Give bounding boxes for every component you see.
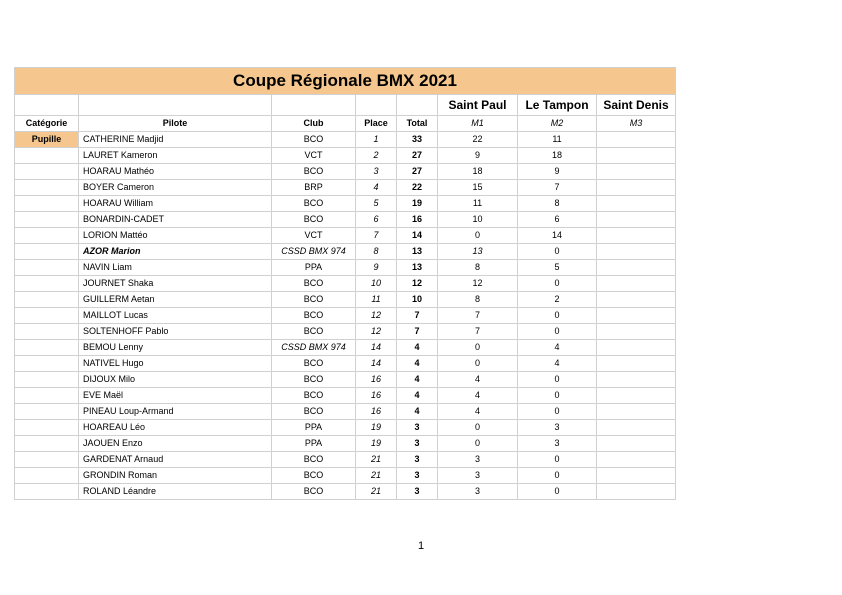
pilote-cell: HOARAU William [79,196,272,212]
m1-cell: 0 [438,356,518,372]
place-cell: 21 [356,484,397,500]
total-cell: 13 [397,260,438,276]
total-cell: 3 [397,436,438,452]
header-m1: M1 [438,116,518,132]
place-cell: 7 [356,228,397,244]
pilote-cell: GRONDIN Roman [79,468,272,484]
place-cell: 12 [356,308,397,324]
category-cell [15,356,79,372]
table-row [15,196,676,212]
category-cell [15,420,79,436]
place-cell: 4 [356,180,397,196]
total-cell: 14 [397,228,438,244]
category-cell [15,484,79,500]
table-row [15,452,676,468]
total-cell: 10 [397,292,438,308]
category-cell [15,468,79,484]
pilote-cell: BOYER Cameron [79,180,272,196]
club-cell: PPA [272,260,356,276]
place-cell: 3 [356,164,397,180]
club-cell: VCT [272,228,356,244]
place-cell: 21 [356,468,397,484]
venue-saint-paul: Saint Paul [438,95,518,116]
club-cell: BCO [272,356,356,372]
category-cell [15,372,79,388]
m1-cell: 11 [438,196,518,212]
category-cell [15,388,79,404]
table-row [15,132,676,148]
m3-cell [597,420,676,436]
m3-cell [597,212,676,228]
table-row [15,244,676,260]
m3-cell [597,372,676,388]
venue-saint-denis: Saint Denis [597,95,676,116]
club-cell: BCO [272,324,356,340]
m2-cell: 0 [518,308,597,324]
pilote-cell: HOARAU Mathéo [79,164,272,180]
table-row [15,308,676,324]
m3-cell [597,260,676,276]
m2-cell: 0 [518,372,597,388]
table-row [15,436,676,452]
club-cell: CSSD BMX 974 [272,340,356,356]
m2-cell: 7 [518,180,597,196]
m2-cell: 9 [518,164,597,180]
pilote-cell: LAURET Kameron [79,148,272,164]
category-cell: Pupille [15,132,79,148]
m2-cell: 0 [518,468,597,484]
table-row [15,148,676,164]
m3-cell [597,196,676,212]
table-row [15,228,676,244]
total-cell: 27 [397,164,438,180]
place-cell: 14 [356,356,397,372]
table-row [15,372,676,388]
m3-cell [597,340,676,356]
m3-cell [597,132,676,148]
place-cell: 16 [356,388,397,404]
total-cell: 33 [397,132,438,148]
club-cell: BCO [272,212,356,228]
pilote-cell: AZOR Marion [79,244,272,260]
pilote-cell: ROLAND Léandre [79,484,272,500]
empty-cell [272,95,356,116]
pilote-cell: DIJOUX Milo [79,372,272,388]
m2-cell: 0 [518,452,597,468]
total-cell: 4 [397,372,438,388]
m1-cell: 7 [438,308,518,324]
club-cell: BCO [272,196,356,212]
pilote-cell: NATIVEL Hugo [79,356,272,372]
club-cell: BCO [272,388,356,404]
m1-cell: 8 [438,260,518,276]
pilote-cell: CATHERINE Madjid [79,132,272,148]
m3-cell [597,436,676,452]
m1-cell: 0 [438,340,518,356]
category-cell [15,148,79,164]
m2-cell: 3 [518,420,597,436]
total-cell: 3 [397,452,438,468]
club-cell: CSSD BMX 974 [272,244,356,260]
club-cell: BCO [272,164,356,180]
m3-cell [597,276,676,292]
pilote-cell: BONARDIN-CADET [79,212,272,228]
place-cell: 12 [356,324,397,340]
m1-cell: 0 [438,228,518,244]
club-cell: BCO [272,132,356,148]
m3-cell [597,404,676,420]
m1-cell: 10 [438,212,518,228]
m2-cell: 0 [518,244,597,260]
m3-cell [597,484,676,500]
total-cell: 4 [397,356,438,372]
table-row [15,212,676,228]
club-cell: BCO [272,468,356,484]
club-cell: BRP [272,180,356,196]
m3-cell [597,388,676,404]
empty-cell [15,95,79,116]
header-m3: M3 [597,116,676,132]
m2-cell: 4 [518,356,597,372]
place-cell: 11 [356,292,397,308]
title-row [15,68,676,95]
table-row [15,484,676,500]
m1-cell: 8 [438,292,518,308]
m1-cell: 18 [438,164,518,180]
m2-cell: 4 [518,340,597,356]
table-row [15,164,676,180]
m1-cell: 12 [438,276,518,292]
m1-cell: 3 [438,484,518,500]
place-cell: 16 [356,372,397,388]
pilote-cell: HOAREAU Léo [79,420,272,436]
club-cell: BCO [272,308,356,324]
header-m2: M2 [518,116,597,132]
total-cell: 4 [397,388,438,404]
m3-cell [597,452,676,468]
table-row [15,356,676,372]
category-cell [15,436,79,452]
pilote-cell: MAILLOT Lucas [79,308,272,324]
m1-cell: 7 [438,324,518,340]
place-cell: 2 [356,148,397,164]
pilote-cell: PINEAU Loup-Armand [79,404,272,420]
header-place: Place [356,116,397,132]
place-cell: 19 [356,420,397,436]
m2-cell: 18 [518,148,597,164]
m3-cell [597,244,676,260]
table-row [15,468,676,484]
header-categorie: Catégorie [15,116,79,132]
m2-cell: 6 [518,212,597,228]
m3-cell [597,180,676,196]
total-cell: 3 [397,420,438,436]
m3-cell [597,324,676,340]
total-cell: 3 [397,468,438,484]
empty-cell [79,95,272,116]
club-cell: BCO [272,484,356,500]
pilote-cell: GUILLERM Aetan [79,292,272,308]
total-cell: 4 [397,340,438,356]
category-cell [15,292,79,308]
category-cell [15,164,79,180]
pilote-cell: SOLTENHOFF Pablo [79,324,272,340]
table-row [15,292,676,308]
header-row [15,116,676,132]
empty-cell [397,95,438,116]
m1-cell: 4 [438,404,518,420]
total-cell: 7 [397,324,438,340]
total-cell: 12 [397,276,438,292]
table-row [15,260,676,276]
place-cell: 8 [356,244,397,260]
m3-cell [597,292,676,308]
table-row [15,276,676,292]
m2-cell: 0 [518,388,597,404]
header-total: Total [397,116,438,132]
club-cell: BCO [272,292,356,308]
category-cell [15,276,79,292]
pilote-cell: JOURNET Shaka [79,276,272,292]
category-cell [15,196,79,212]
m1-cell: 3 [438,468,518,484]
m2-cell: 0 [518,484,597,500]
total-cell: 3 [397,484,438,500]
m1-cell: 3 [438,452,518,468]
m2-cell: 0 [518,324,597,340]
table-row [15,340,676,356]
place-cell: 10 [356,276,397,292]
m1-cell: 0 [438,436,518,452]
pilote-cell: EVE Maël [79,388,272,404]
club-cell: BCO [272,372,356,388]
venue-le-tampon: Le Tampon [518,95,597,116]
m1-cell: 9 [438,148,518,164]
place-cell: 5 [356,196,397,212]
pilote-cell: JAOUEN Enzo [79,436,272,452]
m2-cell: 3 [518,436,597,452]
pilote-cell: LORION Mattéo [79,228,272,244]
place-cell: 19 [356,436,397,452]
category-cell [15,340,79,356]
category-cell [15,260,79,276]
m1-cell: 15 [438,180,518,196]
m2-cell: 0 [518,276,597,292]
m1-cell: 4 [438,372,518,388]
category-cell [15,244,79,260]
venue-row [15,95,676,116]
total-cell: 19 [397,196,438,212]
results-table [14,67,676,500]
m2-cell: 11 [518,132,597,148]
place-cell: 6 [356,212,397,228]
category-cell [15,212,79,228]
sheet-title: Coupe Régionale BMX 2021 [15,68,676,95]
club-cell: BCO [272,276,356,292]
club-cell: BCO [272,452,356,468]
club-cell: PPA [272,436,356,452]
table-row [15,404,676,420]
m1-cell: 4 [438,388,518,404]
club-cell: BCO [272,404,356,420]
m3-cell [597,308,676,324]
m1-cell: 13 [438,244,518,260]
total-cell: 27 [397,148,438,164]
total-cell: 22 [397,180,438,196]
header-pilote: Pilote [79,116,272,132]
category-cell [15,452,79,468]
total-cell: 7 [397,308,438,324]
category-cell [15,180,79,196]
place-cell: 21 [356,452,397,468]
total-cell: 16 [397,212,438,228]
table-row [15,388,676,404]
club-cell: VCT [272,148,356,164]
place-cell: 9 [356,260,397,276]
m2-cell: 2 [518,292,597,308]
m2-cell: 14 [518,228,597,244]
pilote-cell: BEMOU Lenny [79,340,272,356]
empty-cell [356,95,397,116]
place-cell: 1 [356,132,397,148]
m3-cell [597,468,676,484]
category-cell [15,308,79,324]
club-cell: PPA [272,420,356,436]
category-cell [15,404,79,420]
m3-cell [597,228,676,244]
m1-cell: 22 [438,132,518,148]
m2-cell: 5 [518,260,597,276]
m3-cell [597,356,676,372]
place-cell: 16 [356,404,397,420]
header-club: Club [272,116,356,132]
table-row [15,324,676,340]
m3-cell [597,164,676,180]
total-cell: 4 [397,404,438,420]
m2-cell: 8 [518,196,597,212]
m3-cell [597,148,676,164]
table-row [15,180,676,196]
pilote-cell: NAVIN Liam [79,260,272,276]
place-cell: 14 [356,340,397,356]
page-number: 1 [417,540,425,552]
category-cell [15,228,79,244]
pilote-cell: GARDENAT Arnaud [79,452,272,468]
category-cell [15,324,79,340]
m2-cell: 0 [518,404,597,420]
m1-cell: 0 [438,420,518,436]
table-row [15,420,676,436]
total-cell: 13 [397,244,438,260]
